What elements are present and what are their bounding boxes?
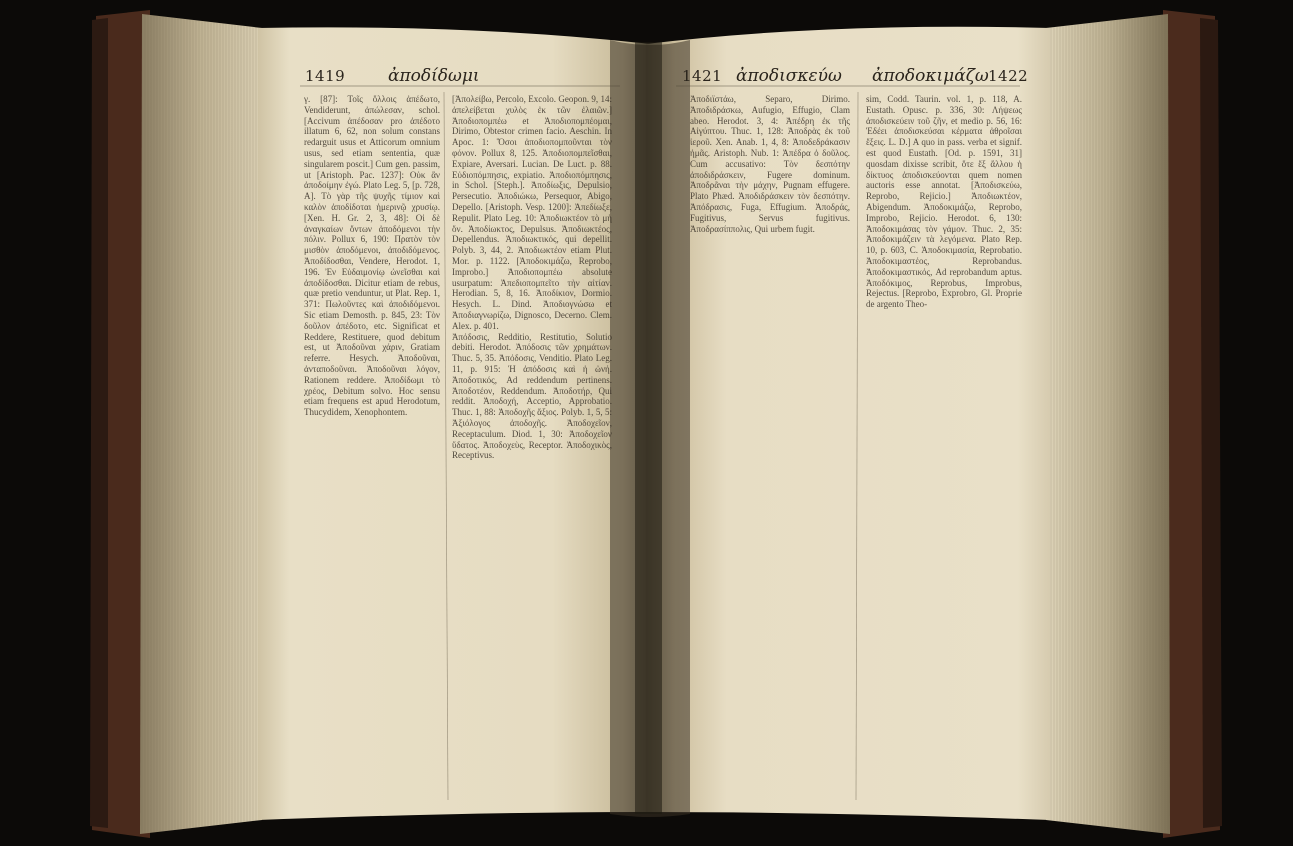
page-number: 1422	[988, 67, 1029, 85]
headword: ἀποδοκιμάζω	[872, 66, 989, 86]
right-column-1	[690, 94, 850, 806]
column-text: [Ἀπολείβω, Percolo, Excolo. Geopon. 9, 14: ἀπελείβεται χυλὸς ἐκ τῶν ἐλαιῶν.] Ἀποδιοπομπέω et Ἀποδιοπομπέομαι, Dirimo, Obtestor crimen facio. Aeschin. In Apoc. 1: Ὅσοι ἀποδιοπομποῦνται τὸν φόνον. Pollux 8, 125. Ἀποδιοπομπεῖσθαι, Expiare, Aversari. Lucian. De Luct. p. 88. Εὐδιοπόμπησις, expiatio. Ἀποδιοπόμπησις, in Schol. [Steph.]. Ἀποδίωξις, Depulsio, Persecutio. Ἀποδιώκω, Persequor, Abigo, Depello. [Aristoph. Vesp. 1200]: Ἀπεδίωξε, Repulit. Plato Leg. 10: Ἀποδιωκτέον τὸ μὴ ὄν. Ἀποδίωκτος, Depulsus. Ἀποδιωκτέος, Depellendus. Ἀποδιωκτικός, qui depellit. Polyb. 3, 44, 2. Ἀποδιωκτέον etiam Plut. Mor. p. 1122. [Ἀποδοκιμάζω, Reprobo, Improbo.] Ἀποδιοπομπέω absolute usurpatum: Ἀπεδιοπομπεῖτο τὴν αἰτίαν. Herodian. 5, 8, 16. Ἀποδίκιον, Dormio. Hesych. L. Dind. Ἀποδιογνώσω et Ἀποδιαγνωρίζω, Dignosco, Decerno. Clem. Alex. p. 401.	[452, 94, 612, 331]
headword: ἀποδίδωμι	[388, 66, 480, 86]
column-text: Ἀποδιϊστάω, Separo, Dirimo. Ἀποδιδράσκω, Aufugio, Effugio, Clam abeo. Herodot. 3, 4: Ἀπέδρη ἐκ τῆς Αἰγύπτου. Thuc. 1, 128: Ἀποδρὰς ἐκ τοῦ ἱεροῦ. Xen. Anab. 1, 4, 8: Ἀποδεδράκασιν ἡμᾶς. Aristoph. Nub. 1: Ἀπέδρα ὁ δοῦλος. Cum accusativo: Τὸν δεσπότην ἀποδιδράσκειν, Fugere dominum. Ἀποδρᾶναι τὴν μάχην, Pugnam effugere. Plato Phæd. Ἀποδιδράσκειν τὸν δεσπότην. Ἀπόδρασις, Fuga, Effugium. Ἀποδράς, Fugitivus, Servus fugitivus. Ἀποδρασίππολις, Qui urbem fugit.	[690, 94, 850, 234]
column-text: sim, Codd. Taurin. vol. 1, p. 118, A. Eustath. Opusc. p. 336, 30: Λήψεως ἀποδισκεύειν τοῦ ζῆν, et medio p. 56, 16: Ἐδέει ἀποδισκεύσαι κέρματα ἀθροῖσαι ἔξεις. L. D.] A quo in pass. verba et signif. est quod Eustath. [Od. p. 1591, 31] quosdam dixisse scribit, ὅτε ἔξ ἄλλου ἡ δίκτυος ἀποδισκεύονται quem nomen auctoris esse annotat. [Ἀποδισκεύω, Reprobo, Rejicio.] Ἀποδιωκτέον, Abigendum. Ἀποδοκιμάζω, Reprobo, Improbo, Rejicio. Herodot. 6, 130: Ἀποδοκιμάσας τὸν γάμον. Thuc. 2, 35: Ἀποδοκιμάζειν τὰ λεγόμενα. Plato Rep. 10, p. 603, C. Ἀποδοκιμασία, Reprobatio. Ἀποδοκιμαστέος, Reprobandus. Ἀποδοκιμαστικός, Ad reprobandum aptus. Ἀποδόκιμος, Reprobus, Improbus, Rejectus. [Reprobo, Exprobro, Gl. Proprie de argento Theo-	[866, 94, 1022, 310]
page-number: 1419	[305, 67, 346, 85]
right-column-2	[866, 94, 1022, 806]
page-number: 1421	[682, 67, 723, 85]
right-page-number	[988, 66, 1028, 88]
right-headword-left	[736, 66, 842, 88]
left-column-1	[304, 94, 440, 806]
left-headword	[388, 66, 480, 88]
column-text: Ἀπόδοσις, Redditio, Restitutio, Solutio debiti. Herodot. Ἀπόδοσις τῶν χρημάτων. Thuc. 5, 35. Ἀπόδοσις, Venditio. Plato Leg. 11, p. 915: Ἡ ἀπόδοσις καὶ ἡ ὠνή. Ἀποδοτικός, Ad reddendum pertinens. Ἀποδοτέον, Reddendum. Ἀποδοτήρ, Qui reddit. Ἀποδοχή, Acceptio, Approbatio. Thuc. 1, 88: Ἀποδοχῆς ἄξιος. Polyb. 1, 5, 5: Ἀξιόλογος ἀποδοχῆς. Ἀποδοχεῖον, Receptaculum. Diod. 1, 30: Ἀποδοχεῖον ὕδατος. Ἀποδοχεὺς, Receptor. Ἀποδοχικὸς, Receptivus.	[452, 331, 612, 461]
right-headword-right	[872, 66, 989, 88]
column-text: γ. [87]: Τοῖς ὄλλοις ἀπέδωτο, Vendiderunt, ἀπώλεσαν, schol. [Accivum ἀπέδοσαν pro ἀπέδοτο illatum 6, 62, non solum constans redarguit usus et Atticorum omnium usus, sed etiam sententia, quæ singularem poscit.] Cum gen. passim, ut [Aristoph. Pac. 1237]: Οὐκ ἂν ἀποδοίμην ἐγώ. Plato Leg. 5, [p. 728, A]. Τὸ γὰρ τῆς ψυχῆς τίμιον καὶ καλὸν ἀποδίδοται ἡμερινῷ χρυσίῳ. [Xen. H. Gr. 2, 3, 48]: Οἱ δὲ ἀναγκαίων ὄντων ἀποδόμενοι τὴν πόλιν. Pollux 6, 190: Πρατὸν τὸν μισθὸν ἀποδόμενοι, ἀποδιδόμενος. Ἀποδίδοσθαι, Vendere, Herodot. 1, 196. Ἐν Εὐδαιμονίῳ ὠνεῖσθαι καὶ ἀποδίδοσθαι. Dicitur etiam de rebus, quæ pretio venduntur, ut Plat. Rep. 1, 371: Πωλοῦντες καὶ ἀποδιδόμενοι. Sic etiam Demosth. p. 845, 23: Τὸν δοῦλον ἀπέδοτο, etc. Significat et Reddere, Restituere, quod debitum est, ut Ἀποδοῦναι χάριν, Gratiam referre. Hesych. Ἀποδοῦναι, ἀνταποδοῦναι. Ἀποδοῦναι λόγον, Rationem reddere. Ἀποδίδωμι τὸ χρέος, Debitum solvo. Hoc sensu etiam frequens est apud Herodotum, Thucydidem, Xenophontem.	[304, 94, 440, 418]
left-column-2	[452, 94, 612, 806]
right-page-number-inner	[682, 66, 722, 88]
left-page-number	[305, 66, 345, 88]
headword: ἀποδισκεύω	[736, 66, 842, 86]
